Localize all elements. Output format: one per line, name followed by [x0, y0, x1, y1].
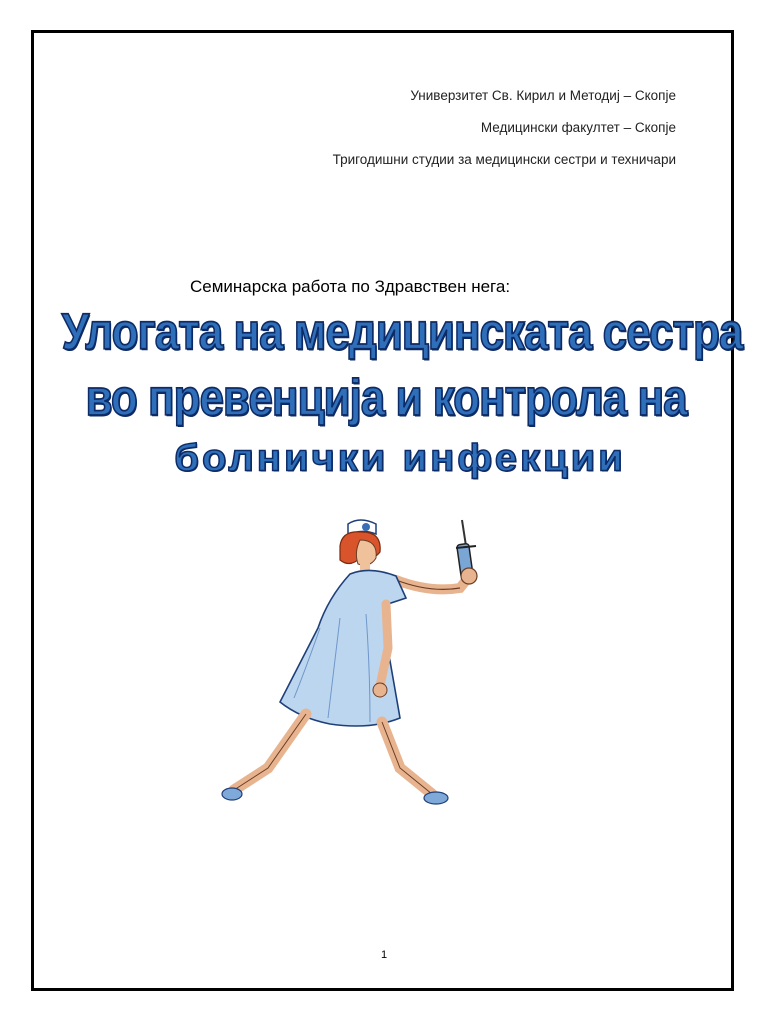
title-line-3: болнички инфекции: [174, 437, 626, 479]
title-line-2: во превенција и контрола на: [85, 370, 687, 427]
seminar-subtitle: Семинарска работа по Здравствен нега:: [190, 277, 511, 296]
faculty-name: Медицински факултет – Скопје: [480, 120, 676, 135]
page-number: 1: [380, 949, 388, 961]
page-border: [31, 30, 734, 991]
university-name: Универзитет Св. Кирил и Методиј – Скопје: [410, 88, 676, 103]
title-line-1: Улогата на медицинската сестра: [61, 304, 743, 361]
nurse-illustration: [210, 518, 510, 808]
study-program: Тригодишни студии за медицински сестри и техничари: [332, 152, 676, 167]
